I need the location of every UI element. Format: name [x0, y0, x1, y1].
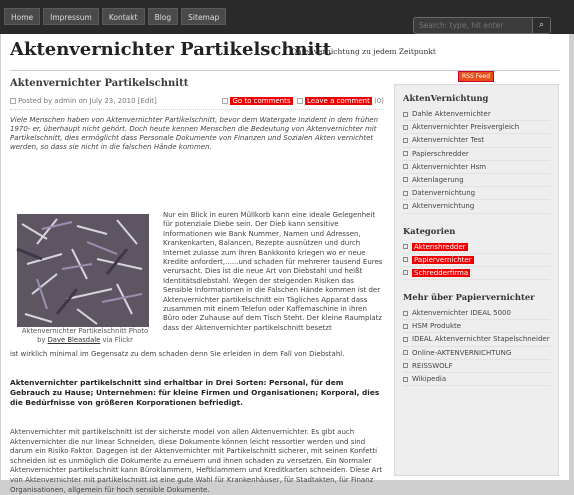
shredded-paper-photo[interactable]	[17, 214, 149, 327]
go-to-comments-link[interactable]: Go to comments	[232, 97, 291, 105]
link-label: Aktenvernichter Preisvergleich	[412, 123, 520, 132]
link-label: Papierschredder	[412, 149, 469, 158]
post-paragraph-1: Nur ein Blick in euren Müllkorb kann eine ideale Gelegenheit für potenziale Diebe sein. Der Dieb kann sensitive Informationen wie Bank Nummer, Namen und Adressen, Krankenkarten, Balancen, Rezepte ausnützen und durch Internet zulasse zum ihren Bankkonto kriegen wo er neue Kredite anfordert,......und schaden für mehrerer tausend Eures verursacht. Dies ist die neue Art von Diebstahl und heißt Identitätsdiebstahl. Wegen der steigenden Risiken das Sensible Informationen in die Falschen Hände kommen ist der Aktenvernichter partikelschnitt ein Tägliches Apparat dass zusammen mit einem Telefon oder Kaffemaschine in ihren Büro oder Zuhause auf dem Tisch Steht. Der kleine Raumplatz dass der Aktenvernichter partikelschnitt besetzt	[163, 211, 383, 332]
bullet-icon	[403, 138, 408, 143]
nav-kontakt[interactable]: Kontakt	[102, 8, 145, 25]
category-label: Papiervernichter	[414, 255, 472, 264]
widget-mehr	[403, 292, 550, 386]
search-input[interactable]	[414, 18, 532, 33]
post-intro: Viele Menschen haben von Aktenvernichter Partikelschnitt, bevor dem Watergate Inzident in dem frühen 1970- er, überhaupt nicht gehört. Doch heute kennen Menschen die Bedeutung von Aktenvernichter mit Partikelschnitt, dies ermöglicht dass Personale Dokumente von Finanzen und Sozialen Akten vernichtet werden, so dass sie nicht in die falschen Hände kommen.	[10, 116, 379, 151]
category-item[interactable]	[403, 241, 550, 254]
list-item[interactable]	[403, 373, 550, 386]
link-label: Aktenvernichter Hsm	[412, 162, 487, 171]
site-tagline: Datenvernichtung zu jedem Zeitpunkt	[291, 47, 436, 56]
nav-blog[interactable]: Blog	[148, 8, 179, 25]
widget-title: Kategorien	[403, 225, 456, 236]
caption-author-link[interactable]: Dave Bleasdale	[47, 336, 101, 344]
list-item[interactable]	[403, 333, 550, 346]
comment-icon	[222, 98, 228, 104]
post-title[interactable]: Aktenvernichter Partikelschnitt	[10, 78, 189, 89]
site-title[interactable]: Aktenvernichter Partikelschnitt	[10, 39, 332, 60]
caption-by: by	[37, 336, 48, 344]
header-divider	[10, 70, 560, 71]
post-paragraph-1-end: ist wirklich minimal im Gegensatz zu dem schaden denn Sie erleiden in dem Fall von Diebstahl.	[10, 350, 345, 358]
link-label: IDEAL Aktenvernichter Stapelschneider	[412, 335, 550, 344]
sidebar	[394, 84, 559, 476]
link-label: Aktenvernichter IDEAL 5000	[412, 309, 511, 318]
widget-aktenvernichtung	[403, 93, 550, 214]
nav-home[interactable]: Home	[4, 8, 40, 25]
widget-title: AktenVernichtung	[403, 93, 489, 103]
list-item[interactable]	[403, 307, 550, 320]
bullet-icon	[403, 311, 408, 316]
bullet-icon	[403, 191, 408, 196]
bullet-icon	[403, 112, 408, 117]
page	[1, 34, 569, 494]
bullet-icon	[403, 177, 408, 182]
bullet-icon	[403, 363, 408, 368]
bullet-icon	[403, 257, 408, 262]
post-meta	[10, 97, 384, 107]
list-item[interactable]	[403, 161, 550, 174]
comment-count: (0)	[374, 97, 384, 105]
link-label: Dahle Aktenvernichter	[412, 110, 491, 118]
list-item[interactable]	[403, 200, 550, 213]
rss-feed-badge[interactable]: RSS Feed	[458, 71, 494, 82]
bullet-icon	[403, 244, 408, 249]
category-label: Aktenshredder	[414, 242, 466, 251]
list-item[interactable]	[403, 174, 550, 187]
bullet-icon	[403, 151, 408, 156]
main-nav	[4, 8, 226, 25]
bullet-icon	[403, 125, 408, 130]
category-item[interactable]	[403, 254, 550, 267]
bullet-icon	[403, 270, 408, 275]
meta-divider	[10, 109, 384, 110]
search-box	[413, 17, 551, 34]
post-paragraph-2: Aktenvernichter mit partikelschnitt ist der sicherste model von allen Aktenvernichter. Es gibt auch Aktenvernichter die nur linear Schneiden, diese Dokumente können leicht ressortier werden und sind darum ein Risiko Faktor. Dagegen ist der Aktenvernichter mit Partikelschnitt sicherer, mit seinen Konfetti schneiden ist es unmöglich die Dokumente zu erneuern und ihnen schaden zu versetzen. Ein Normaler Aktenvernichter partikelschnitt kann Büroklammern, Heftklammern und Kreditkarten schneiden. Diese Art von Aktenvernichter mit partikelschnitt ist eine gute Wahl für Krankenhäuser, für Stadtakten, für Finanz Organisationen, allgemein für hoch sensible Dokumente.	[10, 428, 383, 494]
search-icon: ⌕	[538, 20, 545, 30]
link-label: Wikipedia	[412, 375, 447, 383]
search-button[interactable]	[532, 18, 550, 33]
post-figure	[10, 214, 160, 345]
category-label: Schredderfirma	[414, 268, 469, 277]
list-item[interactable]	[403, 360, 550, 373]
figure-caption: Aktenvernichter Partikelschnitt Photo	[21, 327, 149, 335]
nav-impressum[interactable]: Impressum	[43, 8, 99, 25]
category-item[interactable]	[403, 267, 550, 280]
widget-kategorien	[403, 226, 550, 281]
bullet-icon	[403, 377, 408, 382]
list-item[interactable]	[403, 148, 550, 161]
link-label: Aktenvernichtung	[412, 202, 475, 211]
bullet-icon	[403, 164, 408, 169]
link-label: Aktenlagerung	[412, 175, 464, 184]
list-item[interactable]	[403, 187, 550, 200]
top-bar	[0, 0, 574, 34]
leave-comment-link[interactable]: Leave a comment	[307, 97, 370, 105]
list-item[interactable]	[403, 134, 550, 147]
post-byline: Posted by admin on July 23, 2010 [Edit]	[18, 97, 157, 105]
list-item[interactable]	[403, 121, 550, 134]
link-label: HSM Produkte	[412, 322, 462, 331]
list-item[interactable]	[403, 347, 550, 360]
bullet-icon	[403, 204, 408, 209]
nav-sitemap[interactable]: Sitemap	[181, 8, 226, 25]
bullet-icon	[403, 324, 408, 329]
link-label: Aktenvernichter Test	[412, 136, 485, 145]
list-item[interactable]	[403, 108, 550, 121]
caption-source: via Flickr	[100, 336, 133, 344]
link-label: Online-AKTENVERNICHTUNG	[412, 348, 512, 357]
bullet-icon	[403, 337, 408, 342]
post-bold-paragraph: Aktenvernichter partikelschnitt sind erhaltbar in Drei Sorten: Personal, für dem Gebrauch zu Hause; Unternehmen: für kleine Firmen und Organisationen; Korporal, dies die Bedürfnisse von größeren Korporationen befriedigt.	[10, 378, 380, 407]
leave-comment-icon	[297, 98, 303, 104]
list-item[interactable]	[403, 320, 550, 333]
bullet-icon	[403, 350, 408, 355]
calendar-icon	[10, 98, 16, 104]
shredded-paper-image	[17, 214, 149, 327]
widget-title: Mehr über Papiervernichter	[403, 292, 535, 303]
link-label: REISSWOLF	[412, 361, 453, 370]
post	[10, 78, 384, 494]
link-label: Datenvernichtung	[412, 189, 476, 198]
